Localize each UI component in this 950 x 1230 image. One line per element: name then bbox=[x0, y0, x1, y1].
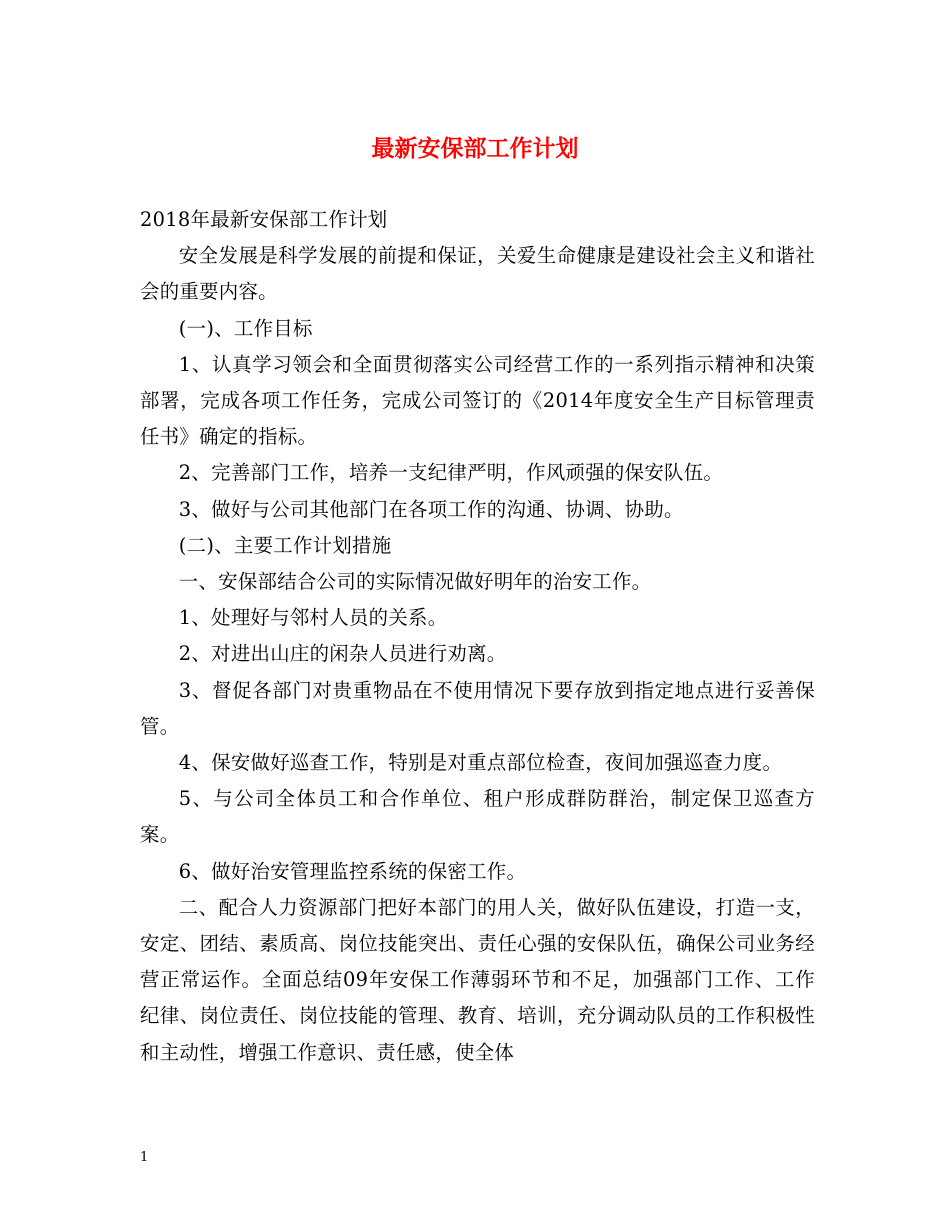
goal-item-1: 1、认真学习领会和全面贯彻落实公司经营工作的一系列指示精神和决策部署，完成各项工作任务，完成公司签订的《2014年度安全生产目标管理责任书》确定的指标。 bbox=[140, 352, 815, 449]
measure-item-1: 1、处理好与邻村人员的关系。 bbox=[178, 606, 448, 630]
document-title: 最新安保部工作计划 bbox=[371, 135, 579, 162]
document-body bbox=[140, 202, 815, 1071]
goal-item-2: 2、完善部门工作，培养一支纪律严明，作风顽强的保安队伍。 bbox=[178, 461, 724, 485]
measure-item-4: 4、保安做好巡查工作，特别是对重点部位检查，夜间加强巡查力度。 bbox=[178, 751, 783, 775]
measure-item-5: 5、与公司全体员工和合作单位、租户形成群防群治，制定保卫巡查方案。 bbox=[140, 787, 815, 847]
measure-heading-2: 二、配合人力资源部门把好本部门的用人关，做好队伍建设，打造一支，安定、团结、素质高、岗位技能突出、责任心强的安保队伍，确保公司业务经营正常运作。全面总结09年安保工作薄弱环节和不足，加强部门工作、工作纪律、岗位责任、岗位技能的管理、教育、培训，充分调动队员的工作积极性和主动性，增强工作意识、责任感，使全体 bbox=[140, 895, 815, 1064]
intro-paragraph: 安全发展是科学发展的前提和保证，关爱生命健康是建设社会主义和谐社会的重要内容。 bbox=[140, 244, 815, 304]
goal-item-3: 3、做好与公司其他部门在各项工作的沟通、协调、协助。 bbox=[178, 497, 684, 521]
section-heading-goals: (一)、工作目标 bbox=[178, 316, 313, 340]
measure-item-2: 2、对进出山庄的闲杂人员进行劝离。 bbox=[178, 642, 507, 666]
measure-heading-1: 一、安保部结合公司的实际情况做好明年的治安工作。 bbox=[178, 570, 652, 594]
page-number: 1 bbox=[140, 1150, 149, 1165]
measure-item-6: 6、做好治安管理监控系统的保密工作。 bbox=[178, 859, 527, 883]
subtitle-paragraph: 2018年最新安保部工作计划 bbox=[140, 208, 388, 231]
section-heading-measures: (二)、主要工作计划措施 bbox=[178, 533, 392, 557]
measure-item-3: 3、督促各部门对贵重物品在不使用情况下要存放到指定地点进行妥善保管。 bbox=[140, 678, 815, 738]
